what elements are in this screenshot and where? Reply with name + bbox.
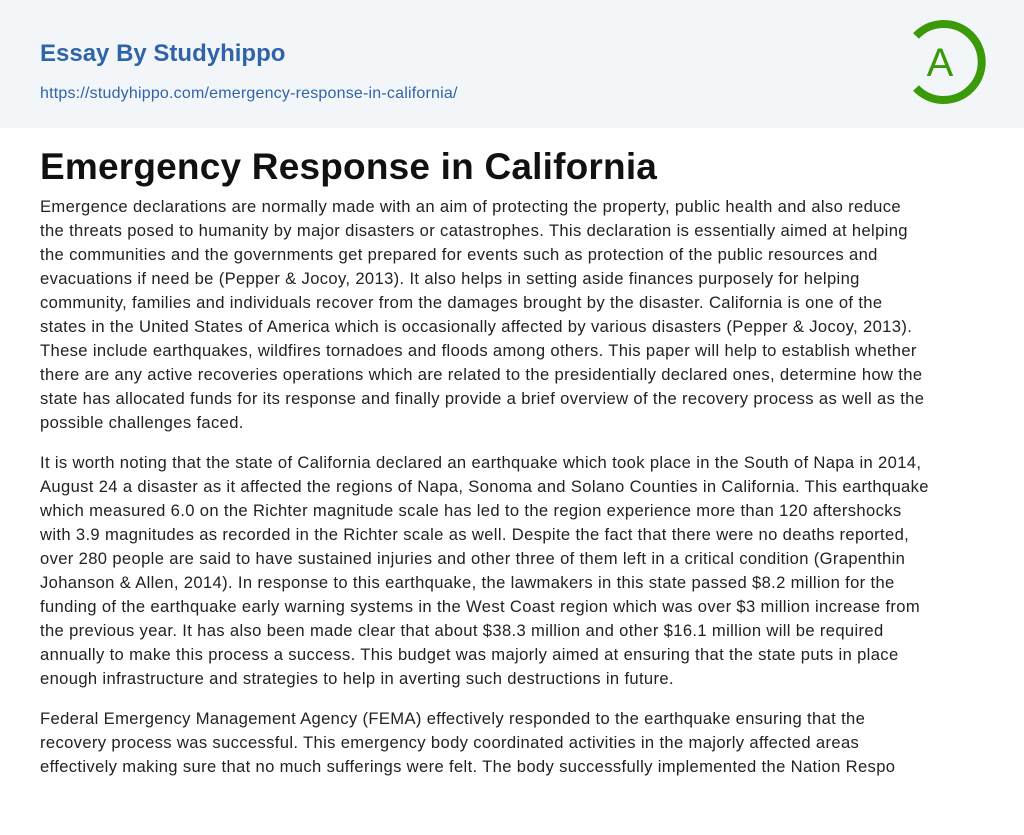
paragraph-line: evacuations if need be (Pepper & Jocoy, 2013). It also helps in setting aside finances purposely for helping <box>40 269 860 288</box>
brand-name: Essay By Studyhippo <box>40 40 286 67</box>
paragraph-line: August 24 a disaster as it affected the regions of Napa, Sonoma and Solano Counties in California. This earthquake <box>40 477 929 496</box>
essay-paragraph <box>40 451 990 691</box>
paragraph-line: enough infrastructure and strategies to help in averting such destructions in future. <box>40 669 674 688</box>
paragraph-line: the previous year. It has also been made clear that about $38.3 million and other $16.1 million will be required <box>40 621 884 640</box>
paragraph-line: Emergence declarations are normally made with an aim of protecting the property, public health and also reduce <box>40 197 901 216</box>
essay-url-link[interactable]: https://studyhippo.com/emergency-response-in-california/ <box>40 85 458 102</box>
paragraph-line: community, families and individuals recover from the damages brought by the disaster. California is one of the <box>40 293 883 312</box>
paragraph-line: possible challenges faced. <box>40 413 244 432</box>
paragraph-line: recovery process was successful. This emergency body coordinated activities in the majorly affected areas <box>40 733 860 752</box>
paragraph-line: state has allocated funds for its response and finally provide a brief overview of the recovery process as well as the <box>40 389 925 408</box>
paragraph-line: Federal Emergency Management Agency (FEMA) effectively responded to the earthquake ensuring that the <box>40 709 866 728</box>
paragraph-line: annually to make this process a success. This budget was majorly aimed at ensuring that the state puts in place <box>40 645 899 664</box>
essay-paragraph <box>40 195 990 435</box>
paragraph-line: with 3.9 magnitudes as recorded in the Richter scale as well. Despite the fact that there were no deaths reported, <box>40 525 910 544</box>
paragraph-line: the threats posed to humanity by major disasters or catastrophes. This declaration is essentially aimed at helping <box>40 221 908 240</box>
paragraph-line: which measured 6.0 on the Richter magnitude scale has led to the region experience more than 120 aftershocks <box>40 501 902 520</box>
essay-paragraph <box>40 707 990 779</box>
paragraph-line: Johanson & Allen, 2014). In response to this earthquake, the lawmakers in this state passed $8.2 million for the <box>40 573 895 592</box>
site-header <box>0 0 1024 128</box>
paragraph-line: the communities and the governments get prepared for events such as protection of the public resources and <box>40 245 878 264</box>
studyhippo-logo-icon[interactable] <box>904 18 988 106</box>
paragraph-line: states in the United States of America which is occasionally affected by various disasters (Pepper & Jocoy, 2013). <box>40 317 913 336</box>
essay-body <box>40 195 990 795</box>
page-title: Emergency Response in California <box>40 146 658 187</box>
paragraph-line: effectively making sure that no much sufferings were felt. The body successfully implemented the Nation Respo <box>40 757 896 776</box>
paragraph-line: These include earthquakes, wildfires tornadoes and floods among others. This paper will help to establish whether <box>40 341 917 360</box>
svg-text:A: A <box>926 41 954 85</box>
paragraph-line: there are any active recoveries operations which are related to the presidentially declared ones, determine how the <box>40 365 923 384</box>
paragraph-line: over 280 people are said to have sustained injuries and other three of them left in a critical condition (Grapenthin <box>40 549 906 568</box>
paragraph-line: funding of the earthquake early warning systems in the West Coast region which was over $3 million increase from <box>40 597 921 616</box>
paragraph-line: It is worth noting that the state of California declared an earthquake which took place in the South of Napa in 2014, <box>40 453 922 472</box>
